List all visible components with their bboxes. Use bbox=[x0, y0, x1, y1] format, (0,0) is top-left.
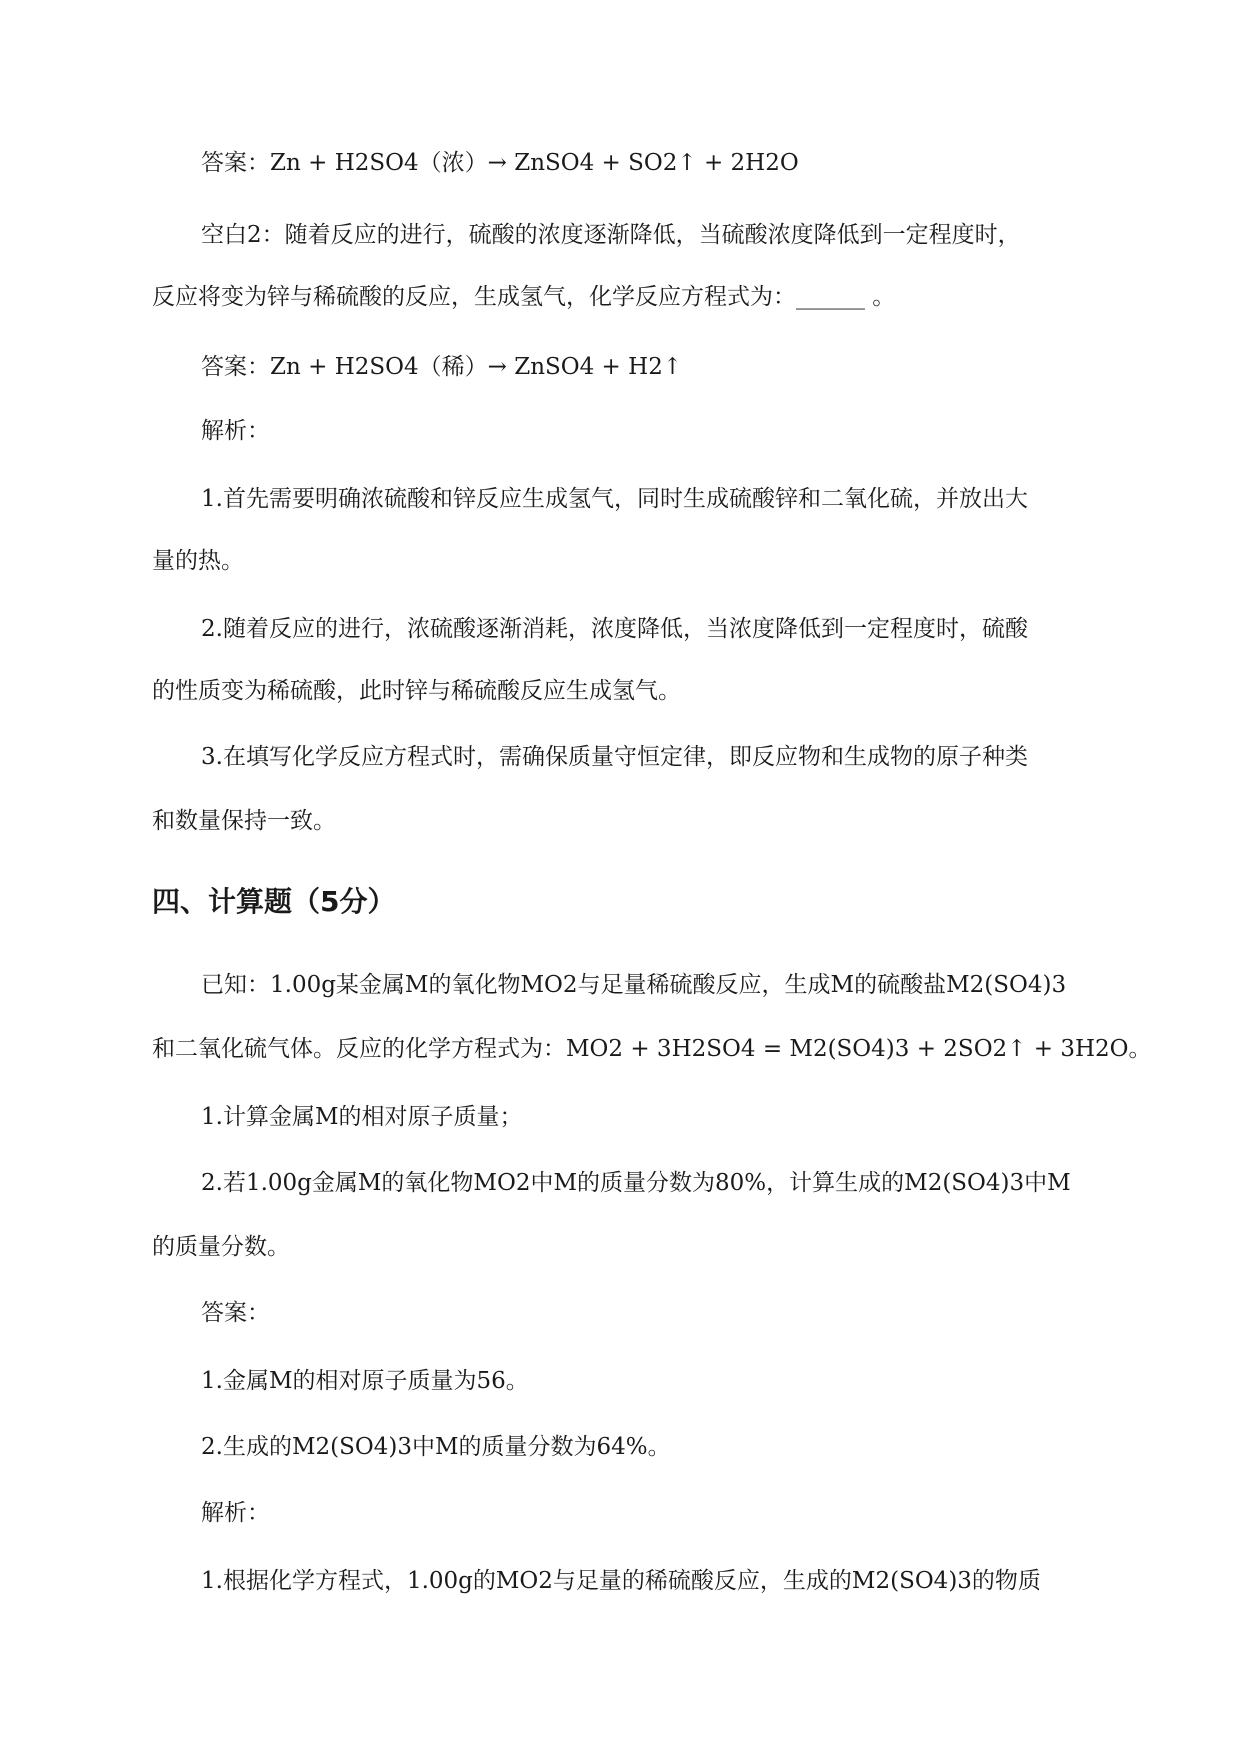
analysis-1-line-2: 量的热。 bbox=[152, 548, 244, 574]
question-2-line-2: 的质量分数。 bbox=[152, 1234, 290, 1260]
answer-item-1: 1.金属M的相对原子质量为56。 bbox=[201, 1368, 529, 1394]
analysis-2-line-1: 2.随着反应的进行，浓硫酸逐渐消耗，浓度降低，当浓度降低到一定程度时，硫酸 bbox=[201, 616, 1028, 642]
analysis-label: 解析： bbox=[201, 418, 270, 444]
answer-item-2: 2.生成的M2(SO4)3中M的质量分数为64%。 bbox=[201, 1434, 671, 1460]
given-line-1: 已知：1.00g某金属M的氧化物MO2与足量稀硫酸反应，生成M的硫酸盐M2(SO4)3 bbox=[201, 972, 1067, 998]
answer-label: 答案： bbox=[201, 1300, 270, 1326]
question-1: 1.计算金属M的相对原子质量； bbox=[201, 1104, 523, 1130]
answer-2: 答案：Zn + H2SO4（稀）→ ZnSO4 + H2↑ bbox=[201, 354, 683, 380]
analysis-label-2: 解析： bbox=[201, 1500, 270, 1526]
blank-2-text-line-1: 空白2：随着反应的进行，硫酸的浓度逐渐降低，当硫酸浓度降低到一定程度时， bbox=[201, 222, 1021, 248]
answer-1: 答案：Zn + H2SO4（浓）→ ZnSO4 + SO2↑ + 2H2O bbox=[201, 150, 799, 176]
analysis-item-1-line-1: 1.根据化学方程式，1.00g的MO2与足量的稀硫酸反应，生成的M2(SO4)3的物质 bbox=[201, 1568, 1041, 1594]
blank-2-text-line-2: 反应将变为锌与稀硫酸的反应，生成氢气，化学反应方程式为：______ 。 bbox=[152, 284, 896, 310]
analysis-3-line-1: 3.在填写化学反应方程式时，需确保质量守恒定律，即反应物和生成物的原子种类 bbox=[201, 744, 1028, 770]
section-heading: 四、计算题（5分） bbox=[152, 885, 396, 918]
given-line-2: 和二氧化硫气体。反应的化学方程式为：MO2 + 3H2SO4 = M2(SO4)3 + 2SO2↑ + 3H2O。 bbox=[152, 1036, 1152, 1062]
analysis-3-line-2: 和数量保持一致。 bbox=[152, 808, 336, 834]
analysis-2-line-2: 的性质变为稀硫酸，此时锌与稀硫酸反应生成氢气。 bbox=[152, 678, 681, 704]
question-2-line-1: 2.若1.00g金属M的氧化物MO2中M的质量分数为80%，计算生成的M2(SO4)3中M bbox=[201, 1170, 1071, 1196]
analysis-1-line-1: 1.首先需要明确浓硫酸和锌反应生成氢气，同时生成硫酸锌和二氧化硫，并放出大 bbox=[201, 486, 1028, 512]
